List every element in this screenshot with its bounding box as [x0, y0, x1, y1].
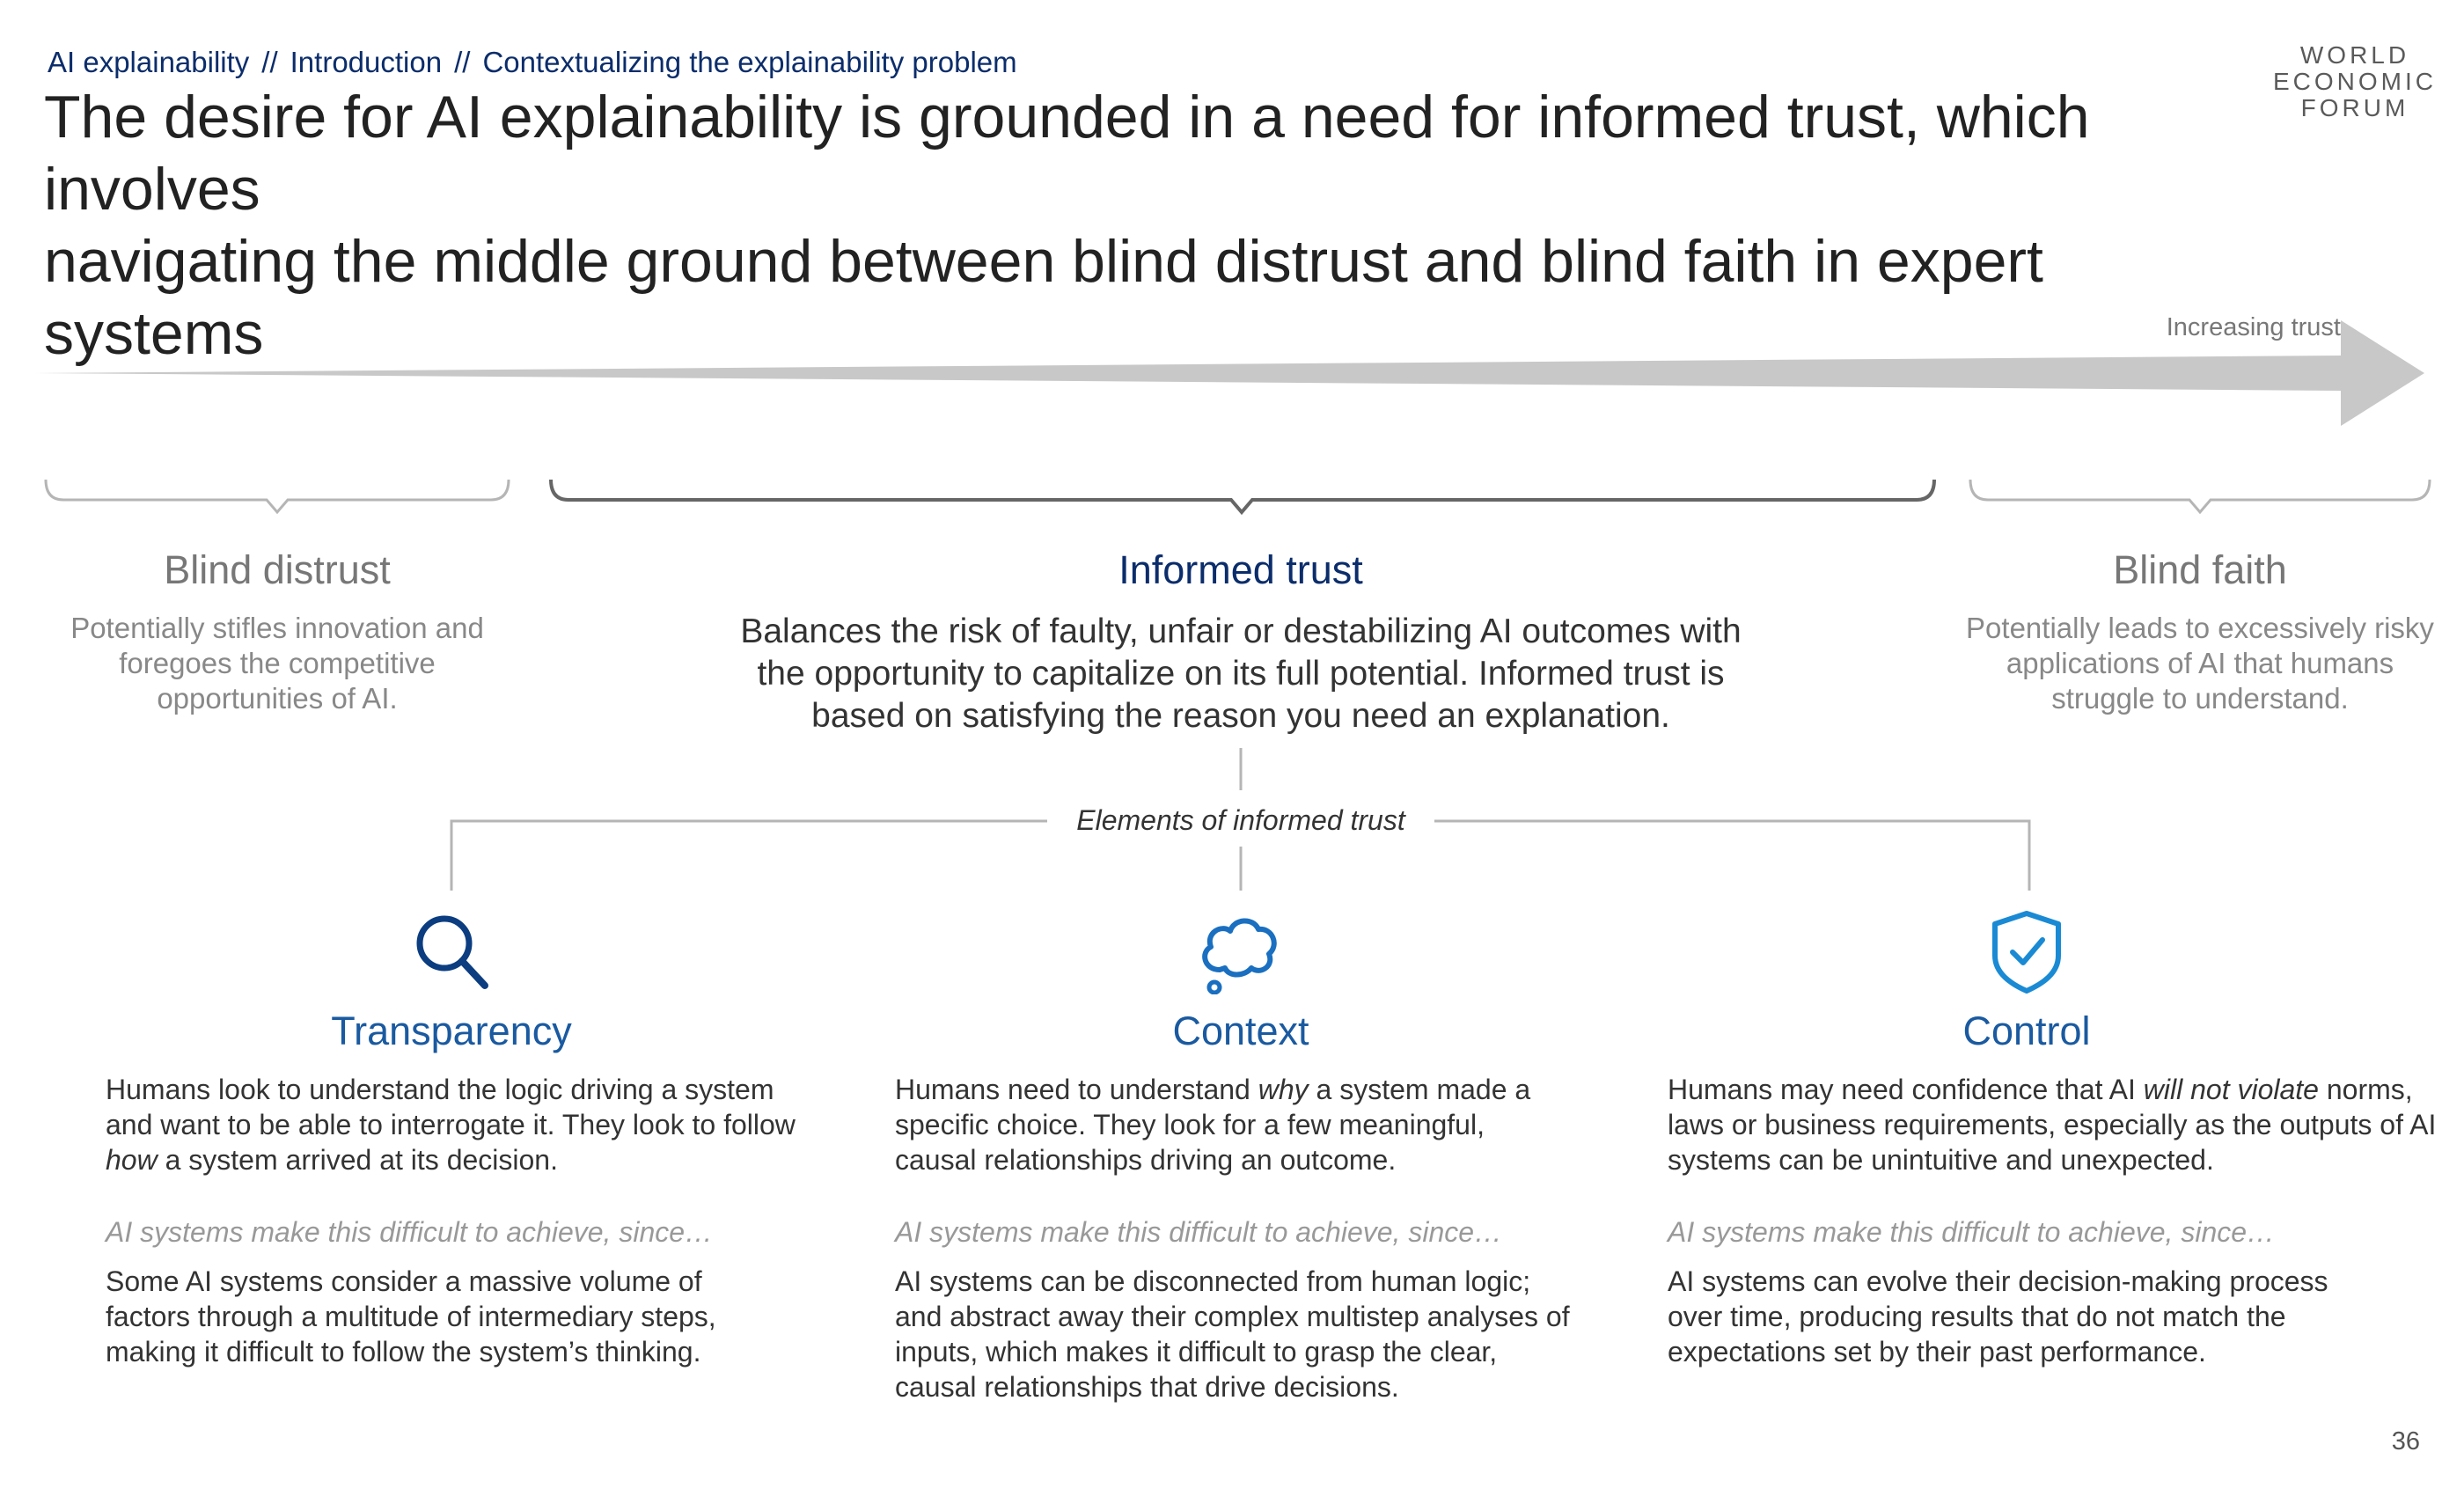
elements-of-informed-trust-label: Elements of informed trust	[1065, 804, 1417, 837]
blind-distrust-title: Blind distrust	[164, 547, 391, 592]
control-desc-pre: Humans may need confidence that AI	[1668, 1074, 2144, 1105]
blind-distrust-bracket	[46, 480, 509, 512]
magnifier-icon	[407, 906, 495, 994]
blind-distrust-description: Potentially stifles innovation and foregoes the competitive opportunities of AI.	[70, 612, 484, 715]
thought-bubble-icon	[1195, 906, 1283, 994]
breadcrumb-item-introduction[interactable]: Introduction	[290, 46, 443, 78]
transparency-reason: Some AI systems consider a massive volume of factors through a multitude of intermediary steps, making it difficult to follow the system’s thinking.	[106, 1265, 716, 1368]
informed-trust-title: Informed trust	[1118, 547, 1363, 592]
page-title-line-1: The desire for AI explainability is grounded in a need for informed trust, which involves	[44, 84, 2090, 223]
context-difficulty: AI systems make this difficult to achieve, since…	[895, 1216, 1503, 1248]
control-reason: AI systems can evolve their decision-making process over time, producing results that do not match the expectations set by their past performance.	[1668, 1265, 2328, 1368]
context-desc-pre: Humans need to understand	[895, 1074, 1258, 1105]
transparency-desc-pre: Humans look to understand the logic driving a system and want to be able to interrogate it. They look to follow	[106, 1074, 796, 1140]
shield-check-icon	[1983, 906, 2071, 994]
transparency-desc-post: a system arrived at its decision.	[157, 1144, 558, 1176]
breadcrumb-separator: //	[454, 46, 471, 78]
breadcrumb-item-contextualizing[interactable]: Contextualizing the explainability problem	[482, 46, 1017, 78]
page-title-line-2: navigating the middle ground between blind distrust and blind faith in expert systems	[44, 228, 2043, 367]
blind-faith-description: Potentially leads to excessively risky applications of AI that humans struggle to understand.	[1966, 612, 2434, 715]
informed-trust-description: Balances the risk of faulty, unfair or destabilizing AI outcomes with the opportunity to capitalize on its full potential. Informed trust is based on satisfying the reason you need an explanation.	[740, 612, 1742, 735]
breadcrumb-separator: //	[261, 46, 278, 78]
transparency-desc-em: how	[106, 1144, 158, 1176]
control-desc-post: norms, laws or business requirements, especially as the outputs of AI systems can be unintuitive and unexpected.	[1668, 1074, 2437, 1176]
context-desc-em: why	[1258, 1074, 1309, 1105]
blind-faith-bracket	[1970, 480, 2430, 512]
blind-faith-title: Blind faith	[2113, 547, 2287, 592]
transparency-difficulty: AI systems make this difficult to achieve, since…	[106, 1216, 714, 1248]
control-description	[1668, 1072, 2442, 1177]
logo-line-2: ECONOMIC	[2273, 68, 2437, 95]
wef-logo	[2267, 42, 2443, 121]
increasing-trust-label: Increasing trust	[2166, 313, 2341, 341]
context-description	[895, 1072, 1564, 1177]
breadcrumb-item-ai-explainability[interactable]: AI explainability	[48, 46, 250, 78]
control-difficulty: AI systems make this difficult to achieve, since…	[1668, 1216, 2276, 1248]
control-title: Control	[1962, 1008, 2091, 1053]
transparency-description	[106, 1072, 810, 1177]
spectrum-brackets	[0, 475, 2464, 528]
control-desc-em: will not violate	[2143, 1074, 2319, 1105]
informed-trust-bracket	[551, 480, 1934, 512]
context-reason: AI systems can be disconnected from human logic; and abstract away their complex multistep analyses of inputs, which makes it difficult to grasp the clear, causal relationships that drive decisions.	[895, 1265, 1570, 1403]
context-desc-post: a system made a specific choice. They look for a few meaningful, causal relationships driving an outcome.	[895, 1074, 1531, 1176]
transparency-title: Transparency	[331, 1008, 572, 1053]
page-number: 36	[2391, 1427, 2420, 1456]
logo-line-3: FORUM	[2300, 94, 2409, 121]
context-title: Context	[1172, 1008, 1309, 1053]
breadcrumb	[48, 46, 1017, 79]
logo-line-1: WORLD	[2299, 41, 2410, 69]
